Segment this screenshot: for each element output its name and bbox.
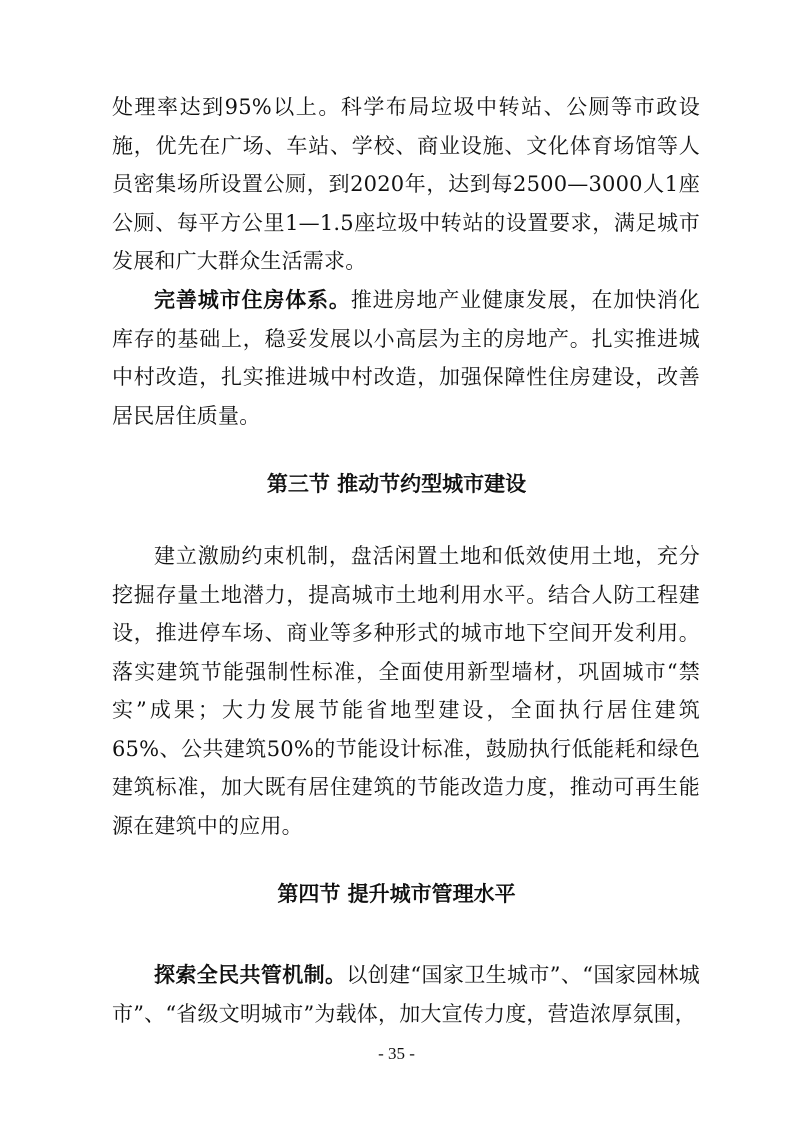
paragraph-text: 建立激励约束机制，盘活闲置土地和低效使用土地，充分挖掘存量土地潜力，提高城市土地利用水平。结合人防工程建设，推进停车场、商业等多种形式的城市地下空间开发利用。落实建筑节能强制性标准，全面使用新型墙材，巩固城市“禁实”成果；大力发展节能省地型建设，全面执行居住建筑65%、公共建筑50%的节能设计标准，鼓励执行低能耗和绿色建筑标准，加大既有居住建筑的节能改造力度，推动可再生能源在建筑中的应用。 (112, 544, 700, 838)
section-heading-3: 第三节 推动节约型城市建设 (266, 472, 527, 496)
page-number: - 35 - (378, 1044, 415, 1063)
paragraph-lead: 完善城市住房体系。 (154, 288, 351, 312)
paragraph-lead: 探索全民共管机制。 (154, 963, 347, 987)
paragraph-text: 以创建“国家卫生城市”、“国家园林城市”、“省级文明城市”为载体，加大宣传力度，营造浓厚氛围， (112, 963, 700, 1026)
paragraph-saving-city (112, 537, 700, 845)
paragraph-management (112, 956, 700, 1033)
paragraph-text: 处理率达到95%以上。科学布局垃圾中转站、公厕等市政设施，优先在广场、车站、学校、商业设施、文化体育场馆等人员密集场所设置公厕，到2020年，达到每2500—3000人1座公厕、每平方公里1—1.5座垃圾中转站的设置要求，满足城市发展和广大群众生活需求。 (112, 95, 700, 273)
section-heading-4: 第四节 提升城市管理水平 (277, 882, 516, 906)
paragraph-housing (112, 281, 700, 435)
paragraph-sanitation (112, 88, 700, 281)
paragraph-text: 推进房地产业健康发展，在加快消化库存的基础上，稳妥发展以小高层为主的房地产。扎实推进城中村改造，扎实推进城中村改造，加强保障性住房建设，改善居民居住质量。 (112, 288, 700, 428)
